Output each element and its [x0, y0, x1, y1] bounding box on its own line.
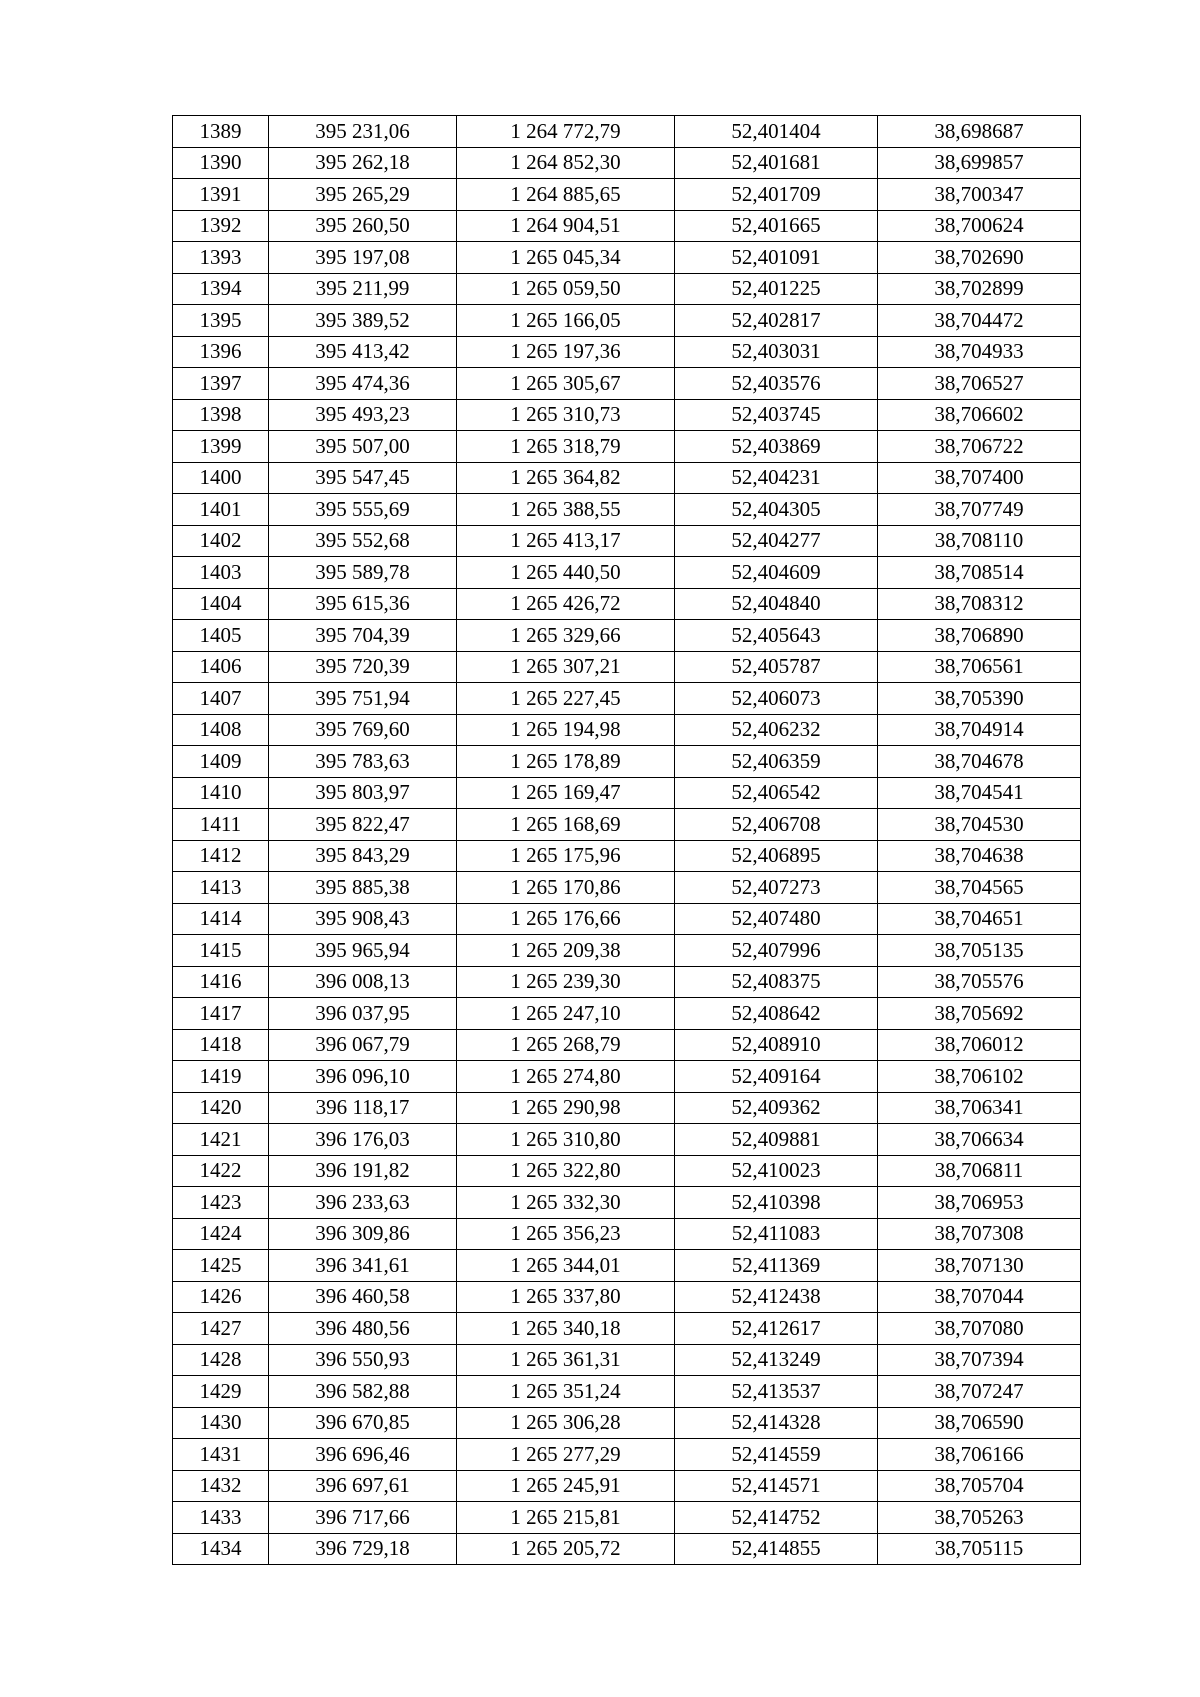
longitude-cell: 38,706166: [878, 1439, 1081, 1471]
y-coordinate-cell: 1 265 245,91: [457, 1470, 675, 1502]
latitude-cell: 52,401091: [675, 242, 878, 274]
point-number-cell: 1413: [173, 872, 269, 904]
longitude-cell: 38,706527: [878, 368, 1081, 400]
table-row: [173, 1124, 1081, 1156]
point-number-cell: 1401: [173, 494, 269, 526]
x-coordinate-cell: 396 037,95: [269, 998, 457, 1030]
table-row: [173, 305, 1081, 337]
latitude-cell: 52,409362: [675, 1092, 878, 1124]
table-row: [173, 494, 1081, 526]
latitude-cell: 52,401665: [675, 210, 878, 242]
y-coordinate-cell: 1 265 209,38: [457, 935, 675, 967]
x-coordinate-cell: 396 233,63: [269, 1187, 457, 1219]
x-coordinate-cell: 395 389,52: [269, 305, 457, 337]
latitude-cell: 52,408642: [675, 998, 878, 1030]
latitude-cell: 52,401404: [675, 116, 878, 148]
table-row: [173, 525, 1081, 557]
latitude-cell: 52,405643: [675, 620, 878, 652]
point-number-cell: 1408: [173, 714, 269, 746]
y-coordinate-cell: 1 265 205,72: [457, 1533, 675, 1565]
table-row: [173, 1187, 1081, 1219]
x-coordinate-cell: 396 096,10: [269, 1061, 457, 1093]
x-coordinate-cell: 395 552,68: [269, 525, 457, 557]
y-coordinate-cell: 1 265 274,80: [457, 1061, 675, 1093]
table-row: [173, 210, 1081, 242]
x-coordinate-cell: 396 696,46: [269, 1439, 457, 1471]
latitude-cell: 52,401681: [675, 147, 878, 179]
table-row: [173, 1533, 1081, 1565]
point-number-cell: 1392: [173, 210, 269, 242]
latitude-cell: 52,410398: [675, 1187, 878, 1219]
point-number-cell: 1398: [173, 399, 269, 431]
y-coordinate-cell: 1 265 413,17: [457, 525, 675, 557]
table-row: [173, 1439, 1081, 1471]
table-row: [173, 714, 1081, 746]
table-row: [173, 777, 1081, 809]
y-coordinate-cell: 1 265 170,86: [457, 872, 675, 904]
longitude-cell: 38,705692: [878, 998, 1081, 1030]
y-coordinate-cell: 1 265 176,66: [457, 903, 675, 935]
point-number-cell: 1429: [173, 1376, 269, 1408]
y-coordinate-cell: 1 265 169,47: [457, 777, 675, 809]
longitude-cell: 38,708110: [878, 525, 1081, 557]
y-coordinate-cell: 1 265 307,21: [457, 651, 675, 683]
x-coordinate-cell: 396 008,13: [269, 966, 457, 998]
x-coordinate-cell: 395 211,99: [269, 273, 457, 305]
point-number-cell: 1407: [173, 683, 269, 715]
y-coordinate-cell: 1 265 247,10: [457, 998, 675, 1030]
longitude-cell: 38,704651: [878, 903, 1081, 935]
table-row: [173, 872, 1081, 904]
x-coordinate-cell: 395 547,45: [269, 462, 457, 494]
longitude-cell: 38,700624: [878, 210, 1081, 242]
table-row: [173, 1502, 1081, 1534]
point-number-cell: 1405: [173, 620, 269, 652]
point-number-cell: 1395: [173, 305, 269, 337]
latitude-cell: 52,406232: [675, 714, 878, 746]
longitude-cell: 38,707749: [878, 494, 1081, 526]
x-coordinate-cell: 396 176,03: [269, 1124, 457, 1156]
x-coordinate-cell: 395 507,00: [269, 431, 457, 463]
x-coordinate-cell: 395 843,29: [269, 840, 457, 872]
y-coordinate-cell: 1 265 332,30: [457, 1187, 675, 1219]
latitude-cell: 52,402817: [675, 305, 878, 337]
longitude-cell: 38,706602: [878, 399, 1081, 431]
longitude-cell: 38,702899: [878, 273, 1081, 305]
y-coordinate-cell: 1 265 322,80: [457, 1155, 675, 1187]
y-coordinate-cell: 1 265 337,80: [457, 1281, 675, 1313]
x-coordinate-cell: 395 615,36: [269, 588, 457, 620]
latitude-cell: 52,409881: [675, 1124, 878, 1156]
y-coordinate-cell: 1 264 772,79: [457, 116, 675, 148]
longitude-cell: 38,707247: [878, 1376, 1081, 1408]
table-row: [173, 746, 1081, 778]
y-coordinate-cell: 1 265 310,80: [457, 1124, 675, 1156]
table-row: [173, 399, 1081, 431]
latitude-cell: 52,414559: [675, 1439, 878, 1471]
x-coordinate-cell: 395 822,47: [269, 809, 457, 841]
y-coordinate-cell: 1 265 197,36: [457, 336, 675, 368]
y-coordinate-cell: 1 265 227,45: [457, 683, 675, 715]
table-row: [173, 1344, 1081, 1376]
y-coordinate-cell: 1 265 426,72: [457, 588, 675, 620]
table-row: [173, 903, 1081, 935]
latitude-cell: 52,406542: [675, 777, 878, 809]
y-coordinate-cell: 1 265 215,81: [457, 1502, 675, 1534]
latitude-cell: 52,410023: [675, 1155, 878, 1187]
x-coordinate-cell: 395 704,39: [269, 620, 457, 652]
y-coordinate-cell: 1 265 059,50: [457, 273, 675, 305]
point-number-cell: 1427: [173, 1313, 269, 1345]
latitude-cell: 52,404277: [675, 525, 878, 557]
point-number-cell: 1421: [173, 1124, 269, 1156]
y-coordinate-cell: 1 265 356,23: [457, 1218, 675, 1250]
table-row: [173, 368, 1081, 400]
x-coordinate-cell: 395 197,08: [269, 242, 457, 274]
latitude-cell: 52,412438: [675, 1281, 878, 1313]
y-coordinate-cell: 1 265 239,30: [457, 966, 675, 998]
point-number-cell: 1415: [173, 935, 269, 967]
longitude-cell: 38,704678: [878, 746, 1081, 778]
latitude-cell: 52,413249: [675, 1344, 878, 1376]
table-row: [173, 557, 1081, 589]
table-row: [173, 1155, 1081, 1187]
longitude-cell: 38,704933: [878, 336, 1081, 368]
point-number-cell: 1426: [173, 1281, 269, 1313]
table-row: [173, 1376, 1081, 1408]
point-number-cell: 1404: [173, 588, 269, 620]
point-number-cell: 1423: [173, 1187, 269, 1219]
x-coordinate-cell: 395 474,36: [269, 368, 457, 400]
longitude-cell: 38,705115: [878, 1533, 1081, 1565]
latitude-cell: 52,411083: [675, 1218, 878, 1250]
table-row: [173, 462, 1081, 494]
y-coordinate-cell: 1 264 904,51: [457, 210, 675, 242]
longitude-cell: 38,700347: [878, 179, 1081, 211]
longitude-cell: 38,704541: [878, 777, 1081, 809]
y-coordinate-cell: 1 265 361,31: [457, 1344, 675, 1376]
point-number-cell: 1403: [173, 557, 269, 589]
point-number-cell: 1431: [173, 1439, 269, 1471]
point-number-cell: 1433: [173, 1502, 269, 1534]
x-coordinate-cell: 395 908,43: [269, 903, 457, 935]
point-number-cell: 1425: [173, 1250, 269, 1282]
point-number-cell: 1422: [173, 1155, 269, 1187]
latitude-cell: 52,404840: [675, 588, 878, 620]
y-coordinate-cell: 1 265 340,18: [457, 1313, 675, 1345]
x-coordinate-cell: 396 670,85: [269, 1407, 457, 1439]
table-row: [173, 683, 1081, 715]
point-number-cell: 1417: [173, 998, 269, 1030]
table-row: [173, 1470, 1081, 1502]
table-row: [173, 935, 1081, 967]
y-coordinate-cell: 1 265 310,73: [457, 399, 675, 431]
latitude-cell: 52,405787: [675, 651, 878, 683]
latitude-cell: 52,414328: [675, 1407, 878, 1439]
latitude-cell: 52,403745: [675, 399, 878, 431]
x-coordinate-cell: 396 191,82: [269, 1155, 457, 1187]
latitude-cell: 52,401709: [675, 179, 878, 211]
longitude-cell: 38,704472: [878, 305, 1081, 337]
x-coordinate-cell: 395 231,06: [269, 116, 457, 148]
longitude-cell: 38,704638: [878, 840, 1081, 872]
point-number-cell: 1410: [173, 777, 269, 809]
x-coordinate-cell: 395 589,78: [269, 557, 457, 589]
y-coordinate-cell: 1 265 290,98: [457, 1092, 675, 1124]
latitude-cell: 52,406073: [675, 683, 878, 715]
y-coordinate-cell: 1 264 852,30: [457, 147, 675, 179]
longitude-cell: 38,704530: [878, 809, 1081, 841]
y-coordinate-cell: 1 265 305,67: [457, 368, 675, 400]
point-number-cell: 1406: [173, 651, 269, 683]
y-coordinate-cell: 1 265 388,55: [457, 494, 675, 526]
x-coordinate-cell: 395 555,69: [269, 494, 457, 526]
table-row: [173, 998, 1081, 1030]
table-row: [173, 431, 1081, 463]
longitude-cell: 38,706634: [878, 1124, 1081, 1156]
longitude-cell: 38,706722: [878, 431, 1081, 463]
longitude-cell: 38,706811: [878, 1155, 1081, 1187]
x-coordinate-cell: 396 697,61: [269, 1470, 457, 1502]
x-coordinate-cell: 396 717,66: [269, 1502, 457, 1534]
point-number-cell: 1418: [173, 1029, 269, 1061]
point-number-cell: 1428: [173, 1344, 269, 1376]
latitude-cell: 52,408375: [675, 966, 878, 998]
table-row: [173, 336, 1081, 368]
x-coordinate-cell: 395 751,94: [269, 683, 457, 715]
y-coordinate-cell: 1 265 306,28: [457, 1407, 675, 1439]
latitude-cell: 52,413537: [675, 1376, 878, 1408]
point-number-cell: 1396: [173, 336, 269, 368]
point-number-cell: 1432: [173, 1470, 269, 1502]
y-coordinate-cell: 1 265 440,50: [457, 557, 675, 589]
longitude-cell: 38,705390: [878, 683, 1081, 715]
latitude-cell: 52,407480: [675, 903, 878, 935]
x-coordinate-cell: 395 965,94: [269, 935, 457, 967]
latitude-cell: 52,407996: [675, 935, 878, 967]
longitude-cell: 38,706890: [878, 620, 1081, 652]
x-coordinate-cell: 395 769,60: [269, 714, 457, 746]
longitude-cell: 38,707308: [878, 1218, 1081, 1250]
x-coordinate-cell: 396 480,56: [269, 1313, 457, 1345]
latitude-cell: 52,403031: [675, 336, 878, 368]
longitude-cell: 38,706012: [878, 1029, 1081, 1061]
y-coordinate-cell: 1 265 318,79: [457, 431, 675, 463]
latitude-cell: 52,411369: [675, 1250, 878, 1282]
point-number-cell: 1409: [173, 746, 269, 778]
table-row: [173, 588, 1081, 620]
point-number-cell: 1394: [173, 273, 269, 305]
longitude-cell: 38,705263: [878, 1502, 1081, 1534]
table-row: [173, 620, 1081, 652]
latitude-cell: 52,403869: [675, 431, 878, 463]
x-coordinate-cell: 396 582,88: [269, 1376, 457, 1408]
point-number-cell: 1424: [173, 1218, 269, 1250]
x-coordinate-cell: 396 341,61: [269, 1250, 457, 1282]
longitude-cell: 38,698687: [878, 116, 1081, 148]
point-number-cell: 1419: [173, 1061, 269, 1093]
y-coordinate-cell: 1 265 166,05: [457, 305, 675, 337]
point-number-cell: 1390: [173, 147, 269, 179]
table-row: [173, 840, 1081, 872]
point-number-cell: 1430: [173, 1407, 269, 1439]
latitude-cell: 52,404305: [675, 494, 878, 526]
latitude-cell: 52,406359: [675, 746, 878, 778]
longitude-cell: 38,705576: [878, 966, 1081, 998]
latitude-cell: 52,406895: [675, 840, 878, 872]
longitude-cell: 38,707394: [878, 1344, 1081, 1376]
y-coordinate-cell: 1 265 277,29: [457, 1439, 675, 1471]
longitude-cell: 38,706561: [878, 651, 1081, 683]
latitude-cell: 52,414571: [675, 1470, 878, 1502]
y-coordinate-cell: 1 265 175,96: [457, 840, 675, 872]
longitude-cell: 38,708312: [878, 588, 1081, 620]
point-number-cell: 1391: [173, 179, 269, 211]
latitude-cell: 52,412617: [675, 1313, 878, 1345]
table-row: [173, 179, 1081, 211]
table-row: [173, 1029, 1081, 1061]
y-coordinate-cell: 1 265 178,89: [457, 746, 675, 778]
table-row: [173, 116, 1081, 148]
x-coordinate-cell: 396 309,86: [269, 1218, 457, 1250]
latitude-cell: 52,407273: [675, 872, 878, 904]
table-row: [173, 273, 1081, 305]
point-number-cell: 1416: [173, 966, 269, 998]
longitude-cell: 38,705135: [878, 935, 1081, 967]
point-number-cell: 1399: [173, 431, 269, 463]
table-row: [173, 1250, 1081, 1282]
table-row: [173, 147, 1081, 179]
y-coordinate-cell: 1 265 194,98: [457, 714, 675, 746]
point-number-cell: 1400: [173, 462, 269, 494]
latitude-cell: 52,404609: [675, 557, 878, 589]
longitude-cell: 38,707130: [878, 1250, 1081, 1282]
x-coordinate-cell: 395 885,38: [269, 872, 457, 904]
point-number-cell: 1414: [173, 903, 269, 935]
latitude-cell: 52,404231: [675, 462, 878, 494]
point-number-cell: 1434: [173, 1533, 269, 1565]
y-coordinate-cell: 1 265 329,66: [457, 620, 675, 652]
table-row: [173, 1092, 1081, 1124]
latitude-cell: 52,414752: [675, 1502, 878, 1534]
longitude-cell: 38,706341: [878, 1092, 1081, 1124]
y-coordinate-cell: 1 265 344,01: [457, 1250, 675, 1282]
y-coordinate-cell: 1 265 268,79: [457, 1029, 675, 1061]
coordinates-table: [172, 115, 1081, 1565]
point-number-cell: 1411: [173, 809, 269, 841]
point-number-cell: 1397: [173, 368, 269, 400]
x-coordinate-cell: 396 460,58: [269, 1281, 457, 1313]
x-coordinate-cell: 395 413,42: [269, 336, 457, 368]
longitude-cell: 38,706102: [878, 1061, 1081, 1093]
latitude-cell: 52,406708: [675, 809, 878, 841]
x-coordinate-cell: 395 493,23: [269, 399, 457, 431]
longitude-cell: 38,704565: [878, 872, 1081, 904]
point-number-cell: 1393: [173, 242, 269, 274]
longitude-cell: 38,707044: [878, 1281, 1081, 1313]
latitude-cell: 52,401225: [675, 273, 878, 305]
table-row: [173, 1281, 1081, 1313]
table-row: [173, 1061, 1081, 1093]
y-coordinate-cell: 1 265 045,34: [457, 242, 675, 274]
longitude-cell: 38,707400: [878, 462, 1081, 494]
table-row: [173, 809, 1081, 841]
y-coordinate-cell: 1 265 168,69: [457, 809, 675, 841]
table-row: [173, 242, 1081, 274]
point-number-cell: 1412: [173, 840, 269, 872]
longitude-cell: 38,708514: [878, 557, 1081, 589]
x-coordinate-cell: 396 550,93: [269, 1344, 457, 1376]
y-coordinate-cell: 1 265 364,82: [457, 462, 675, 494]
x-coordinate-cell: 395 260,50: [269, 210, 457, 242]
table-row: [173, 651, 1081, 683]
table-row: [173, 966, 1081, 998]
x-coordinate-cell: 396 118,17: [269, 1092, 457, 1124]
longitude-cell: 38,705704: [878, 1470, 1081, 1502]
x-coordinate-cell: 396 067,79: [269, 1029, 457, 1061]
latitude-cell: 52,414855: [675, 1533, 878, 1565]
y-coordinate-cell: 1 264 885,65: [457, 179, 675, 211]
point-number-cell: 1402: [173, 525, 269, 557]
longitude-cell: 38,702690: [878, 242, 1081, 274]
latitude-cell: 52,403576: [675, 368, 878, 400]
x-coordinate-cell: 395 265,29: [269, 179, 457, 211]
x-coordinate-cell: 395 803,97: [269, 777, 457, 809]
y-coordinate-cell: 1 265 351,24: [457, 1376, 675, 1408]
longitude-cell: 38,706953: [878, 1187, 1081, 1219]
x-coordinate-cell: 395 262,18: [269, 147, 457, 179]
longitude-cell: 38,707080: [878, 1313, 1081, 1345]
table-row: [173, 1313, 1081, 1345]
latitude-cell: 52,409164: [675, 1061, 878, 1093]
longitude-cell: 38,704914: [878, 714, 1081, 746]
point-number-cell: 1389: [173, 116, 269, 148]
x-coordinate-cell: 395 783,63: [269, 746, 457, 778]
point-number-cell: 1420: [173, 1092, 269, 1124]
table-row: [173, 1218, 1081, 1250]
table-row: [173, 1407, 1081, 1439]
x-coordinate-cell: 396 729,18: [269, 1533, 457, 1565]
x-coordinate-cell: 395 720,39: [269, 651, 457, 683]
longitude-cell: 38,706590: [878, 1407, 1081, 1439]
latitude-cell: 52,408910: [675, 1029, 878, 1061]
longitude-cell: 38,699857: [878, 147, 1081, 179]
coordinates-table-body: [173, 116, 1081, 1565]
